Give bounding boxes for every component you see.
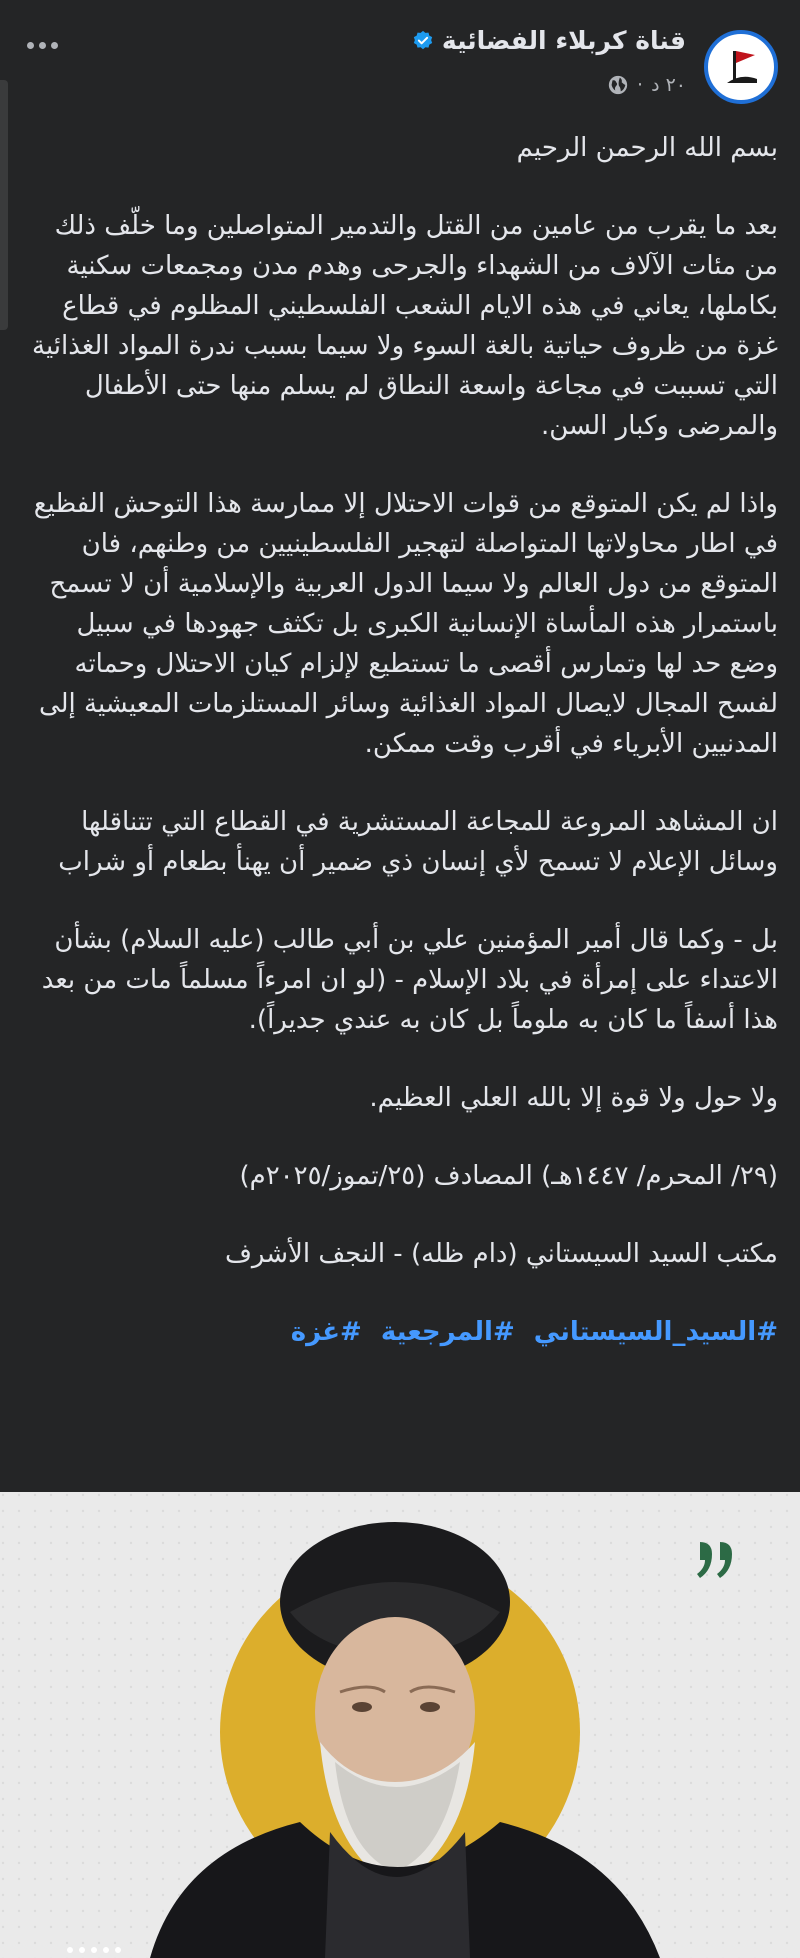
more-options-icon[interactable] [22, 30, 62, 60]
more-dot [39, 42, 46, 49]
hashtag-link[interactable]: #السيد_السيستاني [533, 1317, 778, 1347]
post-paragraph: مكتب السيد السيستاني (دام ظله) - النجف الأشرف [224, 1239, 778, 1269]
post-meta [607, 74, 686, 96]
meta-separator: · [637, 74, 644, 96]
post-paragraph: ان المشاهد المروعة للمجاعة المستشرية في القطاع التي تتناقلها وسائل الإعلام لا تسمح لأي إنسان ذي ضمير أن يهنأ بطعام أو شراب [58, 807, 778, 877]
post-paragraph: بسم الله الرحمن الرحيم [516, 133, 778, 163]
post-header [0, 0, 800, 115]
post-paragraph: واذا لم يكن المتوقع من قوات الاحتلال إلا ممارسة هذا التوحش الفظيع في اطار محاولاتها المتواصلة لتهجير الفلسطينيين من وطنهم، فان المتوقع من دول العالم ولا سيما الدول العربية والإسلامية أن لا تسمح باستمرار هذه المأساة الإنسانية الكبرى بل تكثف جهودها في سبيل وضع حد لها وتمارس أقصى ما تستطيع لإلزام كيان الاحتلال وحماته لفسح المجال لايصال المواد الغذائية وسائر المستلزمات المعيشية إلى المدنيين الأبرياء في أقرب وقت ممكن. [33, 489, 778, 759]
scrollbar[interactable] [0, 80, 8, 330]
page-name-row [412, 26, 686, 55]
hashtags [30, 1312, 778, 1352]
post-paragraph: ولا حول ولا قوة إلا بالله العلي العظيم. [369, 1083, 778, 1113]
globe-icon [607, 74, 629, 96]
post-paragraph: بل - وكما قال أمير المؤمنين علي بن أبي طالب (عليه السلام) بشأن الاعتداء على إمرأة في بلاد الإسلام - (لو ان امرءاً مسلماً مات من بعد هذا أسفاً ما كان به ملوماً بل كان به عندي جديراً). [41, 925, 778, 1035]
post-image[interactable] [0, 1492, 800, 1958]
post-time[interactable]: ٢٠ د [651, 74, 686, 96]
post-paragraph: بعد ما يقرب من عامين من القتل والتدمير المتواصلين وما خلّف ذلك من مئات الآلاف من الشهداء والجرحى وهدم مدن ومجمعات سكنية بكاملها، يعاني في هذه الايام الشعب الفلسطيني المظلوم في قطاع غزة من ظروف حياتية بالغة السوء ولا سيما بسبب ندرة المواد الغذائية التي تسببت في مجاعة واسعة النطاق لم يسلم منها حتى الأطفال والمرضى وكبار السن. [32, 211, 778, 441]
hashtag-link[interactable]: #المرجعية [380, 1317, 515, 1347]
verified-badge-icon [412, 30, 434, 52]
page-avatar[interactable] [704, 30, 778, 104]
channel-logo-icon [713, 39, 769, 95]
hashtag-link[interactable]: #غزة [290, 1317, 362, 1347]
post-text [30, 128, 778, 1352]
portrait-illustration [0, 1492, 800, 1958]
post-paragraph: (٢٩/ المحرم/ ١٤٤٧هـ) المصادف (٢٥/تموز/٢٠٢٥م) [239, 1161, 778, 1191]
page-name[interactable]: قناة كربلاء الفضائية [441, 26, 686, 55]
more-dot [27, 42, 34, 49]
more-dot [51, 42, 58, 49]
